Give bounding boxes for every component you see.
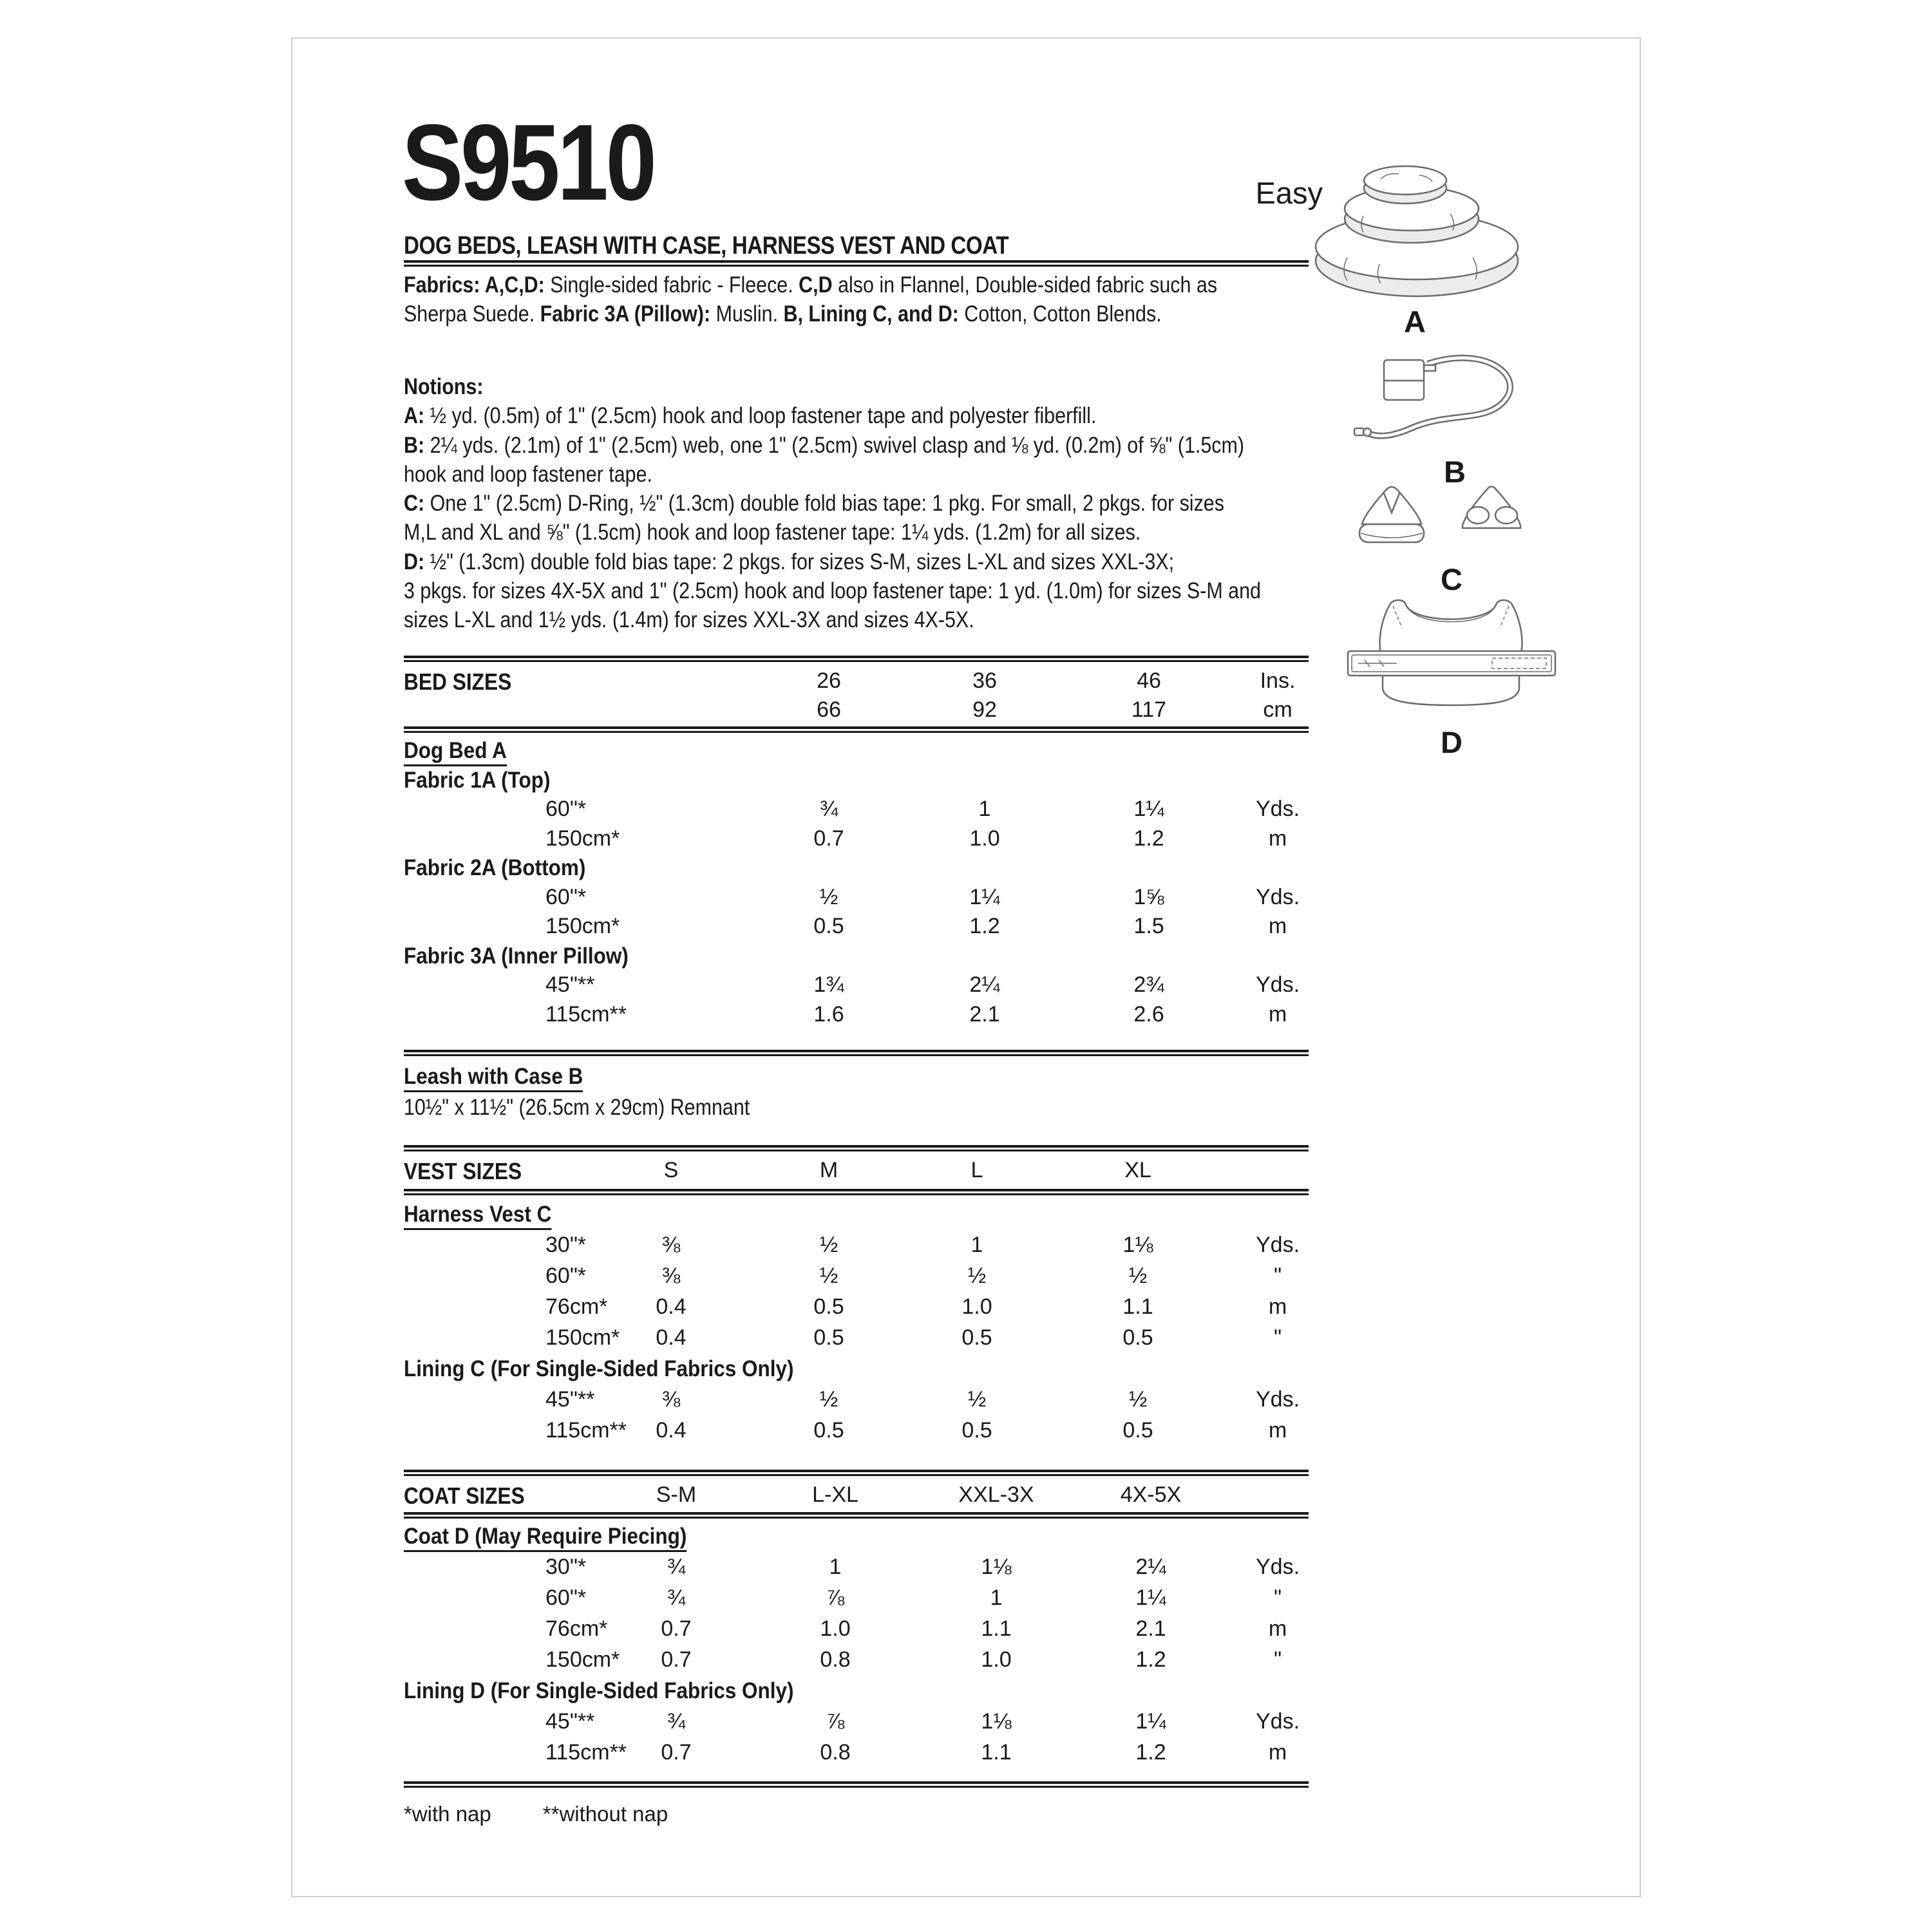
unit-label: m	[1268, 826, 1287, 851]
header-cell: 4X-5X	[1120, 1482, 1182, 1507]
width-label: 45"**	[545, 972, 595, 997]
unit-label: Yds.	[1255, 797, 1300, 821]
page-title: S9510	[402, 102, 654, 223]
header-cell: cm	[1263, 697, 1293, 722]
yardage-value: 0.8	[820, 1647, 851, 1672]
yardage-value: 1	[978, 797, 991, 821]
yardage-value: 1¼	[1135, 1586, 1166, 1610]
yardage-value: 0.7	[661, 1647, 692, 1672]
pattern-sheet	[291, 37, 1641, 1897]
unit-label: m	[1268, 1418, 1287, 1443]
notions-lines	[404, 401, 1389, 634]
bed-sizes-label: BED SIZES	[404, 668, 512, 695]
yardage-value: 1.1	[981, 1616, 1012, 1641]
yardage-row	[404, 885, 1309, 914]
width-label: 150cm*	[545, 914, 620, 938]
yardage-row	[404, 1002, 1309, 1032]
width-label: 30"*	[545, 1555, 587, 1579]
yardage-value: 0.8	[820, 1740, 851, 1765]
yardage-value: 0.7	[661, 1616, 692, 1641]
yardage-row	[404, 1294, 1309, 1325]
yardage-row	[404, 1264, 1309, 1294]
divider	[404, 1470, 1309, 1476]
harness-vest-icon	[1352, 484, 1551, 558]
bed-sizes-header	[404, 668, 1309, 728]
yardage-value: ½	[819, 1233, 838, 1257]
width-label: 45"**	[545, 1709, 595, 1734]
header-cell: 36	[972, 668, 997, 693]
divider	[404, 656, 1309, 662]
yardage-row	[404, 1418, 1309, 1449]
unit-label: Yds.	[1255, 884, 1300, 909]
unit-label: m	[1268, 1294, 1287, 1319]
yardage-value: 1.1	[1122, 1294, 1153, 1319]
yardage-value: 1¼	[1135, 1709, 1166, 1734]
yardage-value: ½	[819, 884, 838, 909]
yardage-value: 1¾	[813, 972, 844, 997]
yardage-value: ½	[1128, 1264, 1148, 1288]
text-line: M,L and XL and ⅝" (1.5cm) hook and loop fastener tape: 1¼ yds. (1.2m) for all sizes.	[404, 520, 1141, 545]
yardage-value: 2¼	[1135, 1555, 1166, 1579]
yardage-value: 1.2	[969, 914, 1000, 938]
width-label: 150cm*	[545, 1325, 620, 1350]
yardage-value: 1⅝	[1133, 884, 1164, 909]
yardage-value: 0.4	[656, 1294, 687, 1319]
view-b-label: B	[1444, 455, 1466, 489]
header-cell: 66	[817, 697, 841, 722]
yardage-value: 1.2	[1133, 826, 1164, 851]
yardage-row	[404, 1555, 1309, 1586]
yardage-value: ½	[967, 1387, 987, 1412]
header-cell: Ins.	[1260, 668, 1296, 693]
leash-heading: Leash with Case B	[404, 1064, 603, 1092]
header-cell: XXL-3X	[958, 1482, 1034, 1507]
divider	[404, 1512, 1309, 1519]
fabric-heading: Lining C (For Single-Sided Fabrics Only)	[404, 1356, 794, 1381]
yardage-value: 0.5	[813, 1418, 844, 1443]
width-label: 150cm*	[545, 826, 620, 851]
yardage-value: ¾	[667, 1586, 686, 1610]
text-line: hook and loop fastener tape.	[404, 461, 652, 487]
yardage-value: 1.1	[981, 1740, 1012, 1765]
yardage-row	[404, 797, 1309, 826]
header-cell: S-M	[656, 1482, 697, 1507]
yardage-value: 2¾	[1133, 972, 1164, 997]
divider	[404, 1145, 1309, 1151]
yardage-value: ⅜	[661, 1387, 681, 1412]
text-line: Sherpa Suede. Fabric 3A (Pillow): Muslin. B, Lining C, and D: Cotton, Cotton Blends.	[404, 301, 1162, 327]
unit-label: Yds.	[1255, 972, 1300, 997]
yardage-value: 1.6	[813, 1001, 844, 1027]
unit-label: "	[1273, 1647, 1282, 1672]
unit-label: "	[1273, 1586, 1282, 1610]
yardage-value: 2.6	[1133, 1001, 1164, 1027]
yardage-value: 1.2	[1135, 1740, 1166, 1765]
view-heading: Harness Vest C	[404, 1202, 1309, 1233]
coat-sizes-table	[404, 1524, 1309, 1771]
text-line: 3 pkgs. for sizes 4X-5X and 1" (2.5cm) hook and loop fastener tape: 1 yd. (1.0m) for sizes S-M and	[404, 578, 1261, 604]
leash-remnant-text: 10½" x 11½" (26.5cm x 29cm) Remnant	[404, 1095, 750, 1120]
difficulty-badge: Easy	[1255, 176, 1323, 210]
width-label: 60"*	[545, 884, 587, 909]
yardage-value: 1.5	[1133, 914, 1164, 938]
fabric-heading: Lining D (For Single-Sided Fabrics Only)	[404, 1678, 794, 1703]
unit-label: Yds.	[1255, 1555, 1300, 1579]
yardage-value: ¾	[667, 1555, 686, 1579]
width-label: 115cm**	[545, 1740, 627, 1765]
unit-label: "	[1273, 1264, 1282, 1288]
header-cell: 46	[1137, 668, 1161, 693]
coat-sizes-label: COAT SIZES	[404, 1482, 525, 1509]
vest-sizes-header	[404, 1158, 1309, 1189]
yardage-value: 0.5	[813, 914, 844, 938]
coat-sizes-header	[404, 1482, 1309, 1513]
yardage-value: 0.7	[813, 826, 844, 851]
yardage-value: 1.0	[969, 826, 1000, 851]
fabric-heading: Fabric 3A (Inner Pillow)	[404, 943, 629, 969]
yardage-value: 0.4	[656, 1418, 687, 1443]
divider	[404, 1189, 1309, 1195]
width-label: 115cm**	[545, 1418, 627, 1443]
yardage-value: ⅜	[661, 1264, 681, 1288]
divider	[404, 726, 1309, 733]
view-heading: Coat D (May Require Piecing)	[404, 1524, 1309, 1555]
yardage-value: 0.4	[656, 1325, 687, 1350]
yardage-value: 1	[829, 1555, 842, 1579]
notions-heading: Notions:	[404, 374, 484, 399]
yardage-value: 0.5	[961, 1418, 992, 1443]
yardage-value: 1	[971, 1233, 983, 1257]
yardage-value: ½	[819, 1387, 838, 1412]
yardage-value: ⅜	[661, 1233, 681, 1257]
yardage-value: 0.5	[813, 1294, 844, 1319]
header-cell: 117	[1131, 697, 1167, 722]
header-cell: L	[971, 1158, 983, 1182]
divider	[404, 1781, 1309, 1788]
width-label: 150cm*	[545, 1647, 620, 1672]
yardage-value: 1.0	[981, 1647, 1012, 1672]
header-cell: L-XL	[812, 1482, 858, 1507]
text-line: A: ½ yd. (0.5m) of 1" (2.5cm) hook and loop fastener tape and polyester fiberfill.	[404, 403, 1097, 429]
divider	[404, 1050, 1309, 1056]
yardage-row	[404, 1233, 1309, 1264]
yardage-value: ½	[1128, 1387, 1148, 1412]
header-cell: 92	[972, 697, 997, 722]
unit-label: m	[1268, 914, 1287, 938]
width-label: 60"*	[545, 797, 587, 821]
width-label: 76cm*	[545, 1294, 608, 1319]
text-line: C: One 1" (2.5cm) D-Ring, ½" (1.3cm) double fold bias tape: 1 pkg. For small, 2 pkgs. for sizes	[404, 491, 1224, 516]
yardage-value: 0.5	[1122, 1325, 1153, 1350]
nap-footnote: *with nap **without nap	[404, 1802, 668, 1826]
header-cell: S	[663, 1158, 679, 1182]
unit-label: Yds.	[1255, 1387, 1300, 1412]
header-cell: 26	[817, 668, 841, 693]
yardage-value: ¾	[819, 797, 838, 821]
text-line: Fabrics: A,C,D: Single-sided fabric - Fleece. C,D also in Flannel, Double-sided fabric such as	[404, 272, 1218, 298]
yardage-value: 1⅛	[981, 1709, 1012, 1734]
unit-label: m	[1268, 1616, 1287, 1641]
yardage-row	[404, 1586, 1309, 1616]
yardage-row	[404, 826, 1309, 856]
yardage-value: 0.5	[1122, 1418, 1153, 1443]
yardage-row	[404, 1387, 1309, 1418]
yardage-value: 1¼	[1133, 797, 1164, 821]
yardage-row	[404, 1709, 1309, 1740]
yardage-value: 0.5	[961, 1325, 992, 1350]
width-label: 45"**	[545, 1387, 595, 1412]
yardage-row	[404, 972, 1309, 1002]
view-d-label: D	[1441, 725, 1463, 759]
yardage-value: ⅞	[826, 1586, 845, 1610]
yardage-row	[404, 1616, 1309, 1647]
yardage-value: ½	[819, 1264, 838, 1288]
yardage-value: 0.7	[661, 1740, 692, 1765]
text-line: B: 2¼ yds. (2.1m) of 1" (2.5cm) web, one 1" (2.5cm) swivel clasp and ⅛ yd. (0.2m) of ⅝" (1.5cm)	[404, 432, 1245, 458]
unit-label: Yds.	[1255, 1709, 1300, 1734]
text-line: sizes L-XL and 1½ yds. (1.4m) for sizes XXL-3X and sizes 4X-5X.	[404, 607, 974, 633]
width-label: 60"*	[545, 1264, 587, 1288]
width-label: 30"*	[545, 1233, 587, 1257]
divider	[404, 260, 1309, 267]
bed-sizes-table	[404, 738, 1309, 1031]
yardage-value: ⅞	[826, 1709, 845, 1734]
yardage-value: ½	[967, 1264, 987, 1288]
text-line: D: ½" (1.3cm) double fold bias tape: 2 pkgs. for sizes S-M, sizes L-XL and sizes XXL-3X;	[404, 549, 1175, 574]
yardage-value: 1¼	[969, 884, 1000, 909]
unit-label: m	[1268, 1001, 1287, 1027]
yardage-row	[404, 1647, 1309, 1678]
width-label: 60"*	[545, 1586, 587, 1610]
view-a-label: A	[1404, 305, 1426, 339]
yardage-value: 0.5	[813, 1325, 844, 1350]
yardage-value: 1⅛	[981, 1555, 1012, 1579]
unit-label: Yds.	[1255, 1233, 1300, 1257]
width-label: 115cm**	[545, 1001, 627, 1027]
yardage-value: 1.0	[820, 1616, 851, 1641]
width-label: 76cm*	[545, 1616, 608, 1641]
yardage-row	[404, 1325, 1309, 1356]
fabric-heading: Fabric 1A (Top)	[404, 767, 551, 793]
leash-with-case-icon	[1352, 352, 1558, 459]
fabrics-paragraph	[404, 270, 1339, 329]
yardage-value: 2¼	[969, 972, 1000, 997]
yardage-value: ¾	[667, 1709, 686, 1734]
yardage-row	[404, 914, 1309, 943]
yardage-row	[404, 1740, 1309, 1771]
header-cell: M	[819, 1158, 838, 1182]
yardage-value: 1	[990, 1586, 1003, 1610]
fabric-heading: Fabric 2A (Bottom)	[404, 855, 586, 880]
pattern-subtitle: DOG BEDS, LEASH WITH CASE, HARNESS VEST AND COAT	[404, 232, 1009, 260]
vest-sizes-table	[404, 1202, 1309, 1449]
yardage-value: 2.1	[1135, 1616, 1166, 1641]
unit-label: "	[1273, 1325, 1282, 1350]
yardage-value: 1.2	[1135, 1647, 1166, 1672]
unit-label: m	[1268, 1740, 1287, 1765]
dog-bed-icon	[1309, 161, 1521, 312]
coat-icon	[1345, 597, 1558, 719]
yardage-value: 1⅛	[1122, 1233, 1153, 1257]
view-heading: Dog Bed A	[404, 738, 1309, 768]
view-c-label: C	[1441, 562, 1463, 596]
notions-section	[404, 372, 1389, 635]
yardage-value: 2.1	[969, 1001, 1000, 1027]
header-cell: XL	[1124, 1158, 1151, 1182]
vest-sizes-label: VEST SIZES	[404, 1158, 522, 1184]
yardage-value: 1.0	[961, 1294, 992, 1319]
